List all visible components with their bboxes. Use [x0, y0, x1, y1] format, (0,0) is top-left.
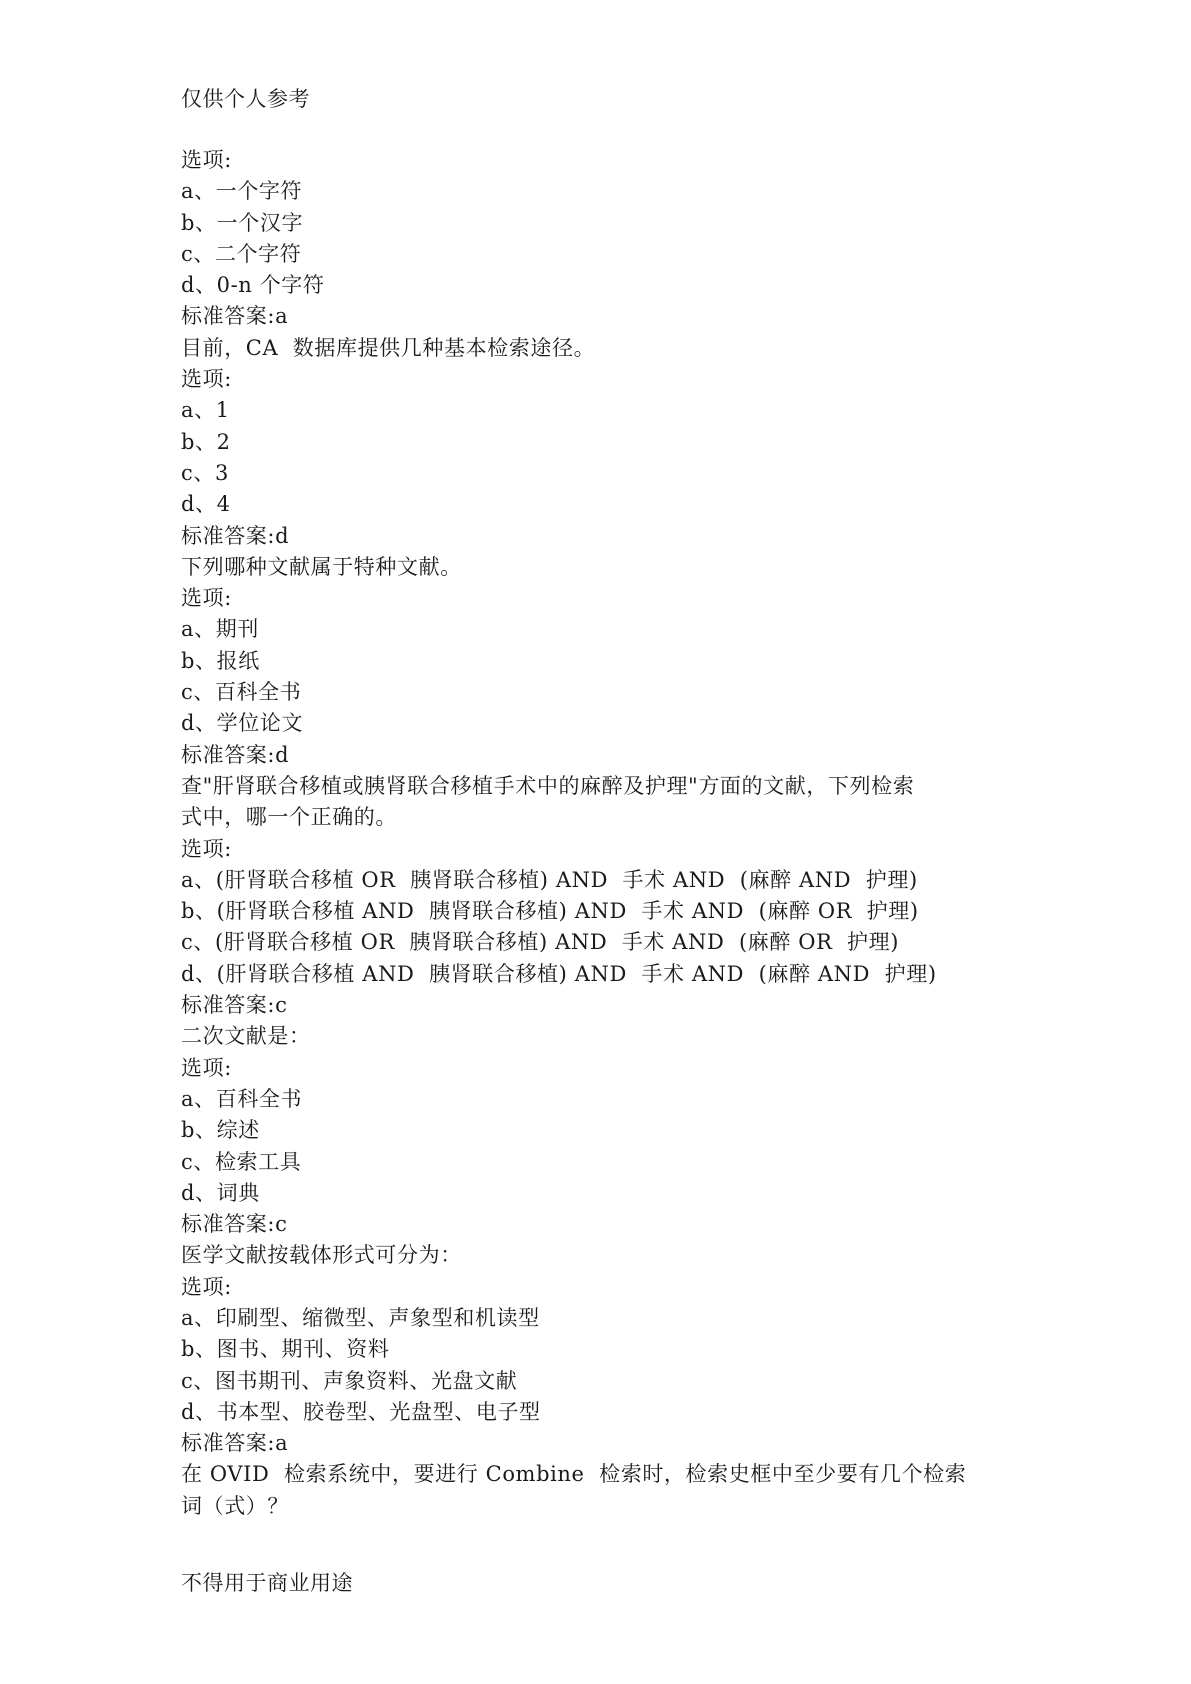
text-line: 查"肝肾联合移植或胰肾联合移植手术中的麻醉及护理"方面的文献，下列检索 [181, 773, 915, 798]
text-line: b、2 [181, 429, 231, 454]
text-line: c、3 [181, 460, 229, 485]
text-line: 式中，哪一个正确的。 [181, 805, 397, 830]
page-footer: 不得用于商业用途 [181, 1571, 353, 1595]
document-body [181, 145, 1021, 1522]
text-line: 标准答案:c [181, 1212, 288, 1237]
text-line: c、二个字符 [181, 241, 302, 266]
text-line: a、期刊 [181, 617, 259, 642]
text-line: d、0-n 个字符 [181, 273, 325, 298]
text-line: c、(肝肾联合移植 OR 胰肾联合移植) AND 手术 AND (麻醉 OR 护理) [181, 930, 900, 955]
text-line: a、(肝肾联合移植 OR 胰肾联合移植) AND 手术 AND (麻醉 AND 护理) [181, 867, 918, 892]
text-line: a、1 [181, 398, 230, 423]
text-line: 标准答案:d [181, 523, 290, 548]
text-line: d、4 [181, 492, 231, 517]
text-line: a、印刷型、缩微型、声象型和机读型 [181, 1305, 540, 1330]
text-line: c、百科全书 [181, 680, 302, 705]
text-line: d、(肝肾联合移植 AND 胰肾联合移植) AND 手术 AND (麻醉 AND 护理) [181, 961, 937, 986]
text-line: a、一个字符 [181, 179, 303, 204]
text-line: c、图书期刊、声象资料、光盘文献 [181, 1368, 518, 1393]
text-line: 选项: [181, 836, 232, 861]
text-line: b、综述 [181, 1118, 260, 1143]
text-line: b、图书、期刊、资料 [181, 1337, 390, 1362]
text-line: 医学文献按载体形式可分为： [181, 1243, 462, 1268]
text-line: 标准答案:a [181, 304, 289, 329]
text-line: b、报纸 [181, 648, 260, 673]
text-line: 标准答案:d [181, 742, 290, 767]
text-line: b、一个汉字 [181, 210, 304, 235]
text-line: 选项: [181, 367, 232, 392]
text-line: 词（式）？ [181, 1493, 289, 1518]
text-line: 二次文献是： [181, 1024, 311, 1049]
text-line: 目前，CA 数据库提供几种基本检索途径。 [181, 335, 596, 360]
text-line: a、百科全书 [181, 1086, 303, 1111]
text-line: 在 OVID 检索系统中，要进行 Combine 检索时，检索史框中至少要有几个检索 [181, 1462, 967, 1487]
text-line: d、书本型、胶卷型、光盘型、电子型 [181, 1399, 541, 1424]
text-line: 选项: [181, 1274, 232, 1299]
text-line: 选项: [181, 148, 232, 172]
page-header: 仅供个人参考 [181, 87, 310, 111]
text-line: 选项: [181, 1055, 232, 1080]
text-line: 选项: [181, 586, 232, 611]
text-line: 标准答案:c [181, 993, 288, 1018]
text-line: d、学位论文 [181, 711, 304, 736]
text-line: b、(肝肾联合移植 AND 胰肾联合移植) AND 手术 AND (麻醉 OR 护理) [181, 899, 919, 924]
text-line: 下列哪种文献属于特种文献。 [181, 554, 462, 579]
text-line: d、词典 [181, 1180, 260, 1205]
text-line: 标准答案:a [181, 1431, 289, 1456]
text-line: c、检索工具 [181, 1149, 302, 1174]
